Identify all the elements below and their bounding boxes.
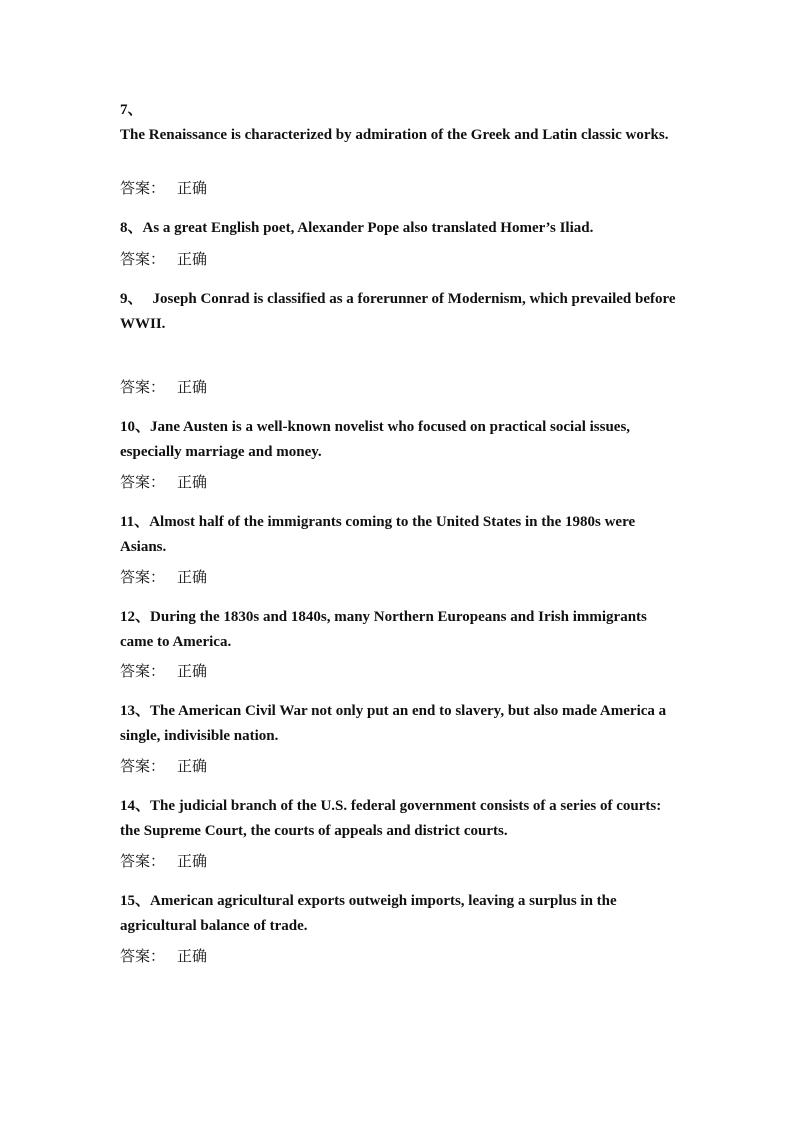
answer-label: 答案： xyxy=(120,473,166,491)
answer-11 xyxy=(120,567,207,587)
question-number: 10、 xyxy=(120,419,151,435)
answer-label: 答案： xyxy=(120,378,166,396)
answer-value: 正确 xyxy=(177,250,208,268)
answer-value: 正确 xyxy=(177,179,208,197)
answer-label: 答案： xyxy=(120,179,166,197)
question-13 xyxy=(120,699,680,749)
question-15 xyxy=(120,889,680,939)
answer-label: 答案： xyxy=(120,947,166,965)
question-number: 14、 xyxy=(120,798,151,814)
answer-label: 答案： xyxy=(120,662,166,680)
answer-value: 正确 xyxy=(177,947,208,965)
answer-10 xyxy=(120,472,207,492)
answer-value: 正确 xyxy=(177,852,208,870)
question-number: 8、 xyxy=(120,220,143,236)
question-number: 12、 xyxy=(120,609,151,625)
question-10 xyxy=(120,415,680,465)
question-number: 7、 xyxy=(120,102,143,118)
answer-label: 答案： xyxy=(120,852,166,870)
question-text: Jane Austen is a well-known novelist who focused on practical social issues, especially marriage and money. xyxy=(120,419,631,460)
question-number: 11、 xyxy=(120,514,150,530)
question-14 xyxy=(120,794,680,844)
answer-value: 正确 xyxy=(177,568,208,586)
question-7 xyxy=(120,98,680,148)
question-text: The judicial branch of the U.S. federal government consists of a series of courts: the Supreme Court, the courts of appeals and district courts. xyxy=(120,798,662,839)
answer-value: 正确 xyxy=(177,662,208,680)
question-11 xyxy=(120,510,680,560)
answer-value: 正确 xyxy=(177,378,208,396)
question-text: American agricultural exports outweigh imports, leaving a surplus in the agricultural balance of trade. xyxy=(120,893,617,934)
question-text: Almost half of the immigrants coming to the United States in the 1980s were Asians. xyxy=(120,514,636,555)
question-text: During the 1830s and 1840s, many Northern Europeans and Irish immigrants came to America. xyxy=(120,609,647,650)
question-9 xyxy=(120,287,680,337)
question-number: 13、 xyxy=(120,703,151,719)
answer-8 xyxy=(120,249,207,269)
question-12 xyxy=(120,605,680,655)
question-text: The Renaissance is characterized by admiration of the Greek and Latin classic works. xyxy=(120,127,669,143)
question-text: As a great English poet, Alexander Pope also translated Homer’s Iliad. xyxy=(142,220,594,236)
question-8 xyxy=(120,216,680,241)
answer-value: 正确 xyxy=(177,757,208,775)
answer-15 xyxy=(120,946,207,966)
question-text: The American Civil War not only put an end to slavery, but also made America a single, indivisible nation. xyxy=(120,703,667,744)
answer-7 xyxy=(120,178,207,198)
answer-label: 答案： xyxy=(120,757,166,775)
answer-label: 答案： xyxy=(120,568,166,586)
question-text: Joseph Conrad is classified as a forerunner of Modernism, which prevailed before WWII. xyxy=(120,291,676,332)
answer-value: 正确 xyxy=(177,473,208,491)
question-number: 9、 xyxy=(120,291,143,307)
answer-14 xyxy=(120,851,207,871)
answer-12 xyxy=(120,661,207,681)
answer-9 xyxy=(120,377,207,397)
question-number: 15、 xyxy=(120,893,151,909)
answer-label: 答案： xyxy=(120,250,166,268)
answer-13 xyxy=(120,756,207,776)
